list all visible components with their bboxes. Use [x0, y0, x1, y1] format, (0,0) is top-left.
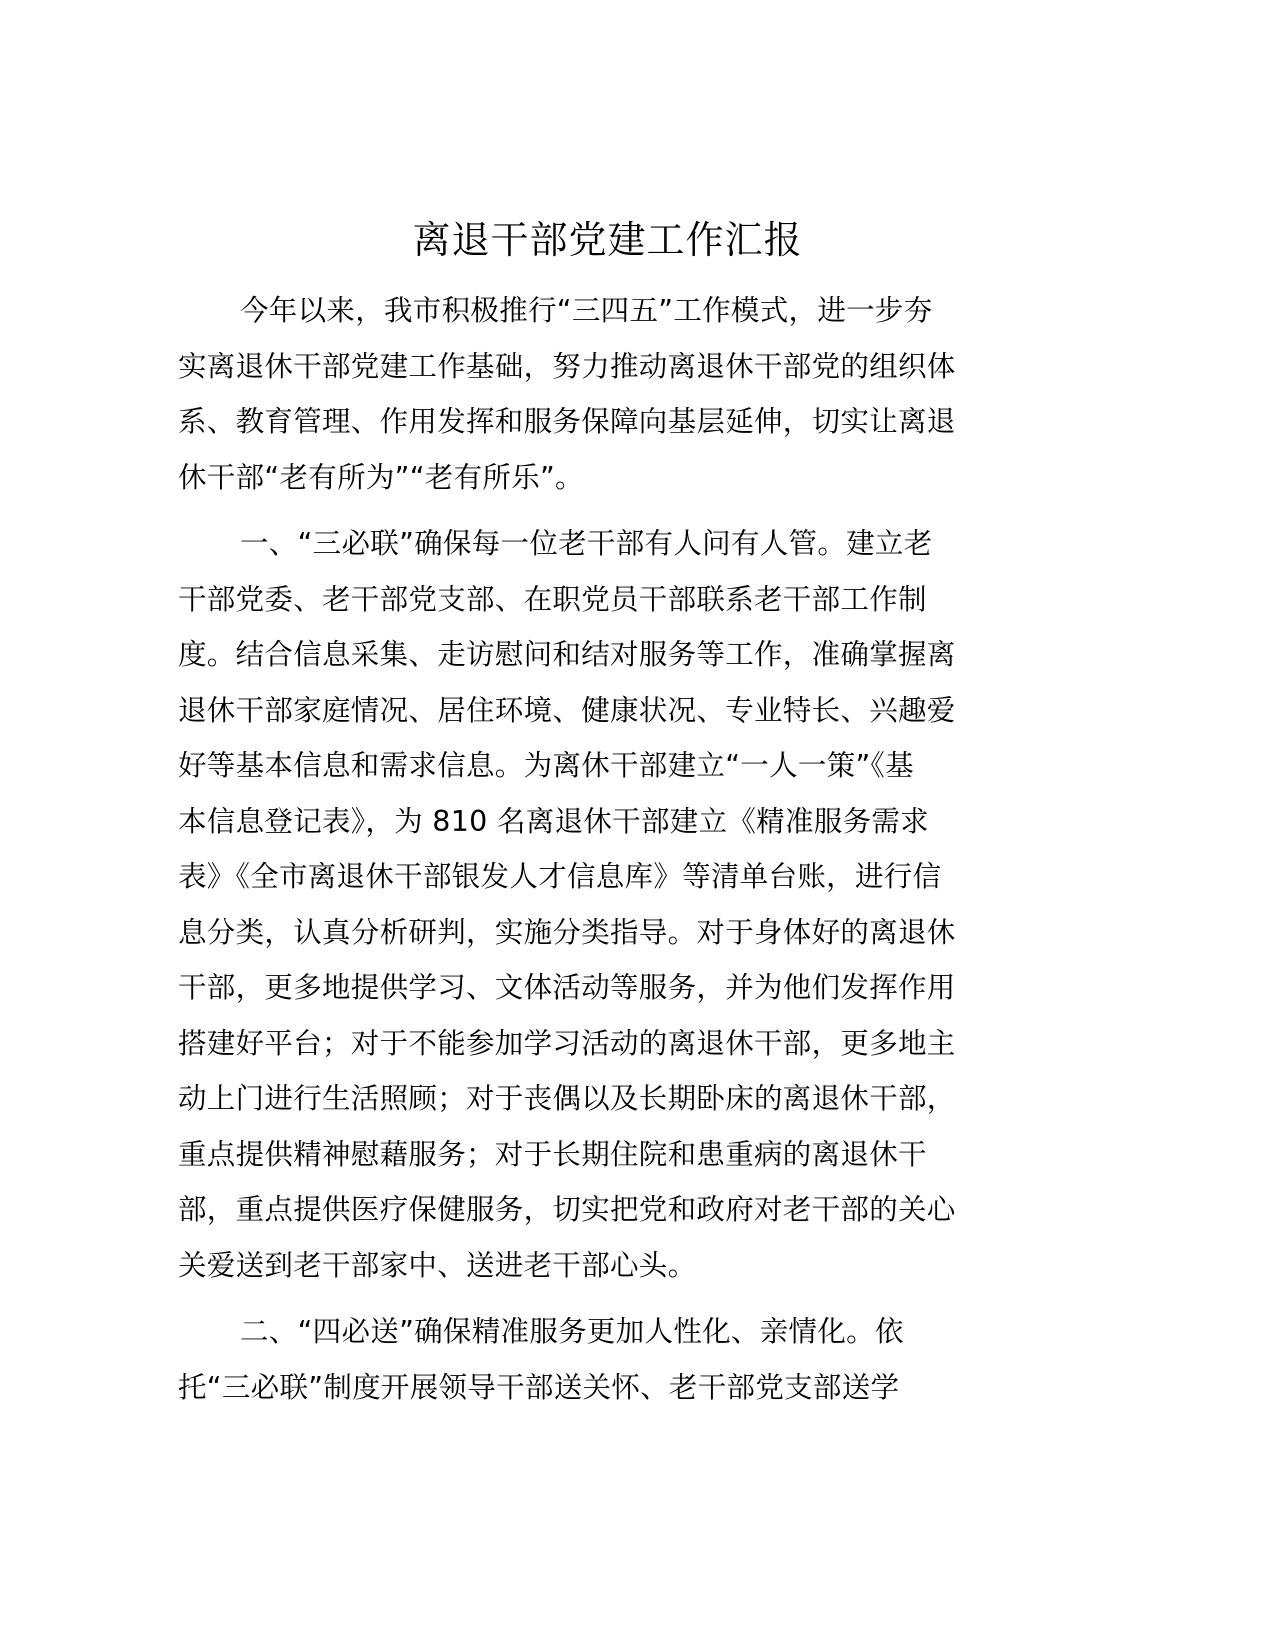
text-line: 表》《全市离退休干部银发人才信息库》等清单台账，进行信 [178, 860, 942, 893]
paragraph-section-two [178, 1304, 1048, 1415]
text-line: 部，重点提供医疗保健服务，切实把党和政府对老干部的关心 [178, 1193, 956, 1226]
text-line: 今年以来，我市积极推行“三四五”工作模式，进一步夯 [240, 294, 933, 327]
text-line: 好等基本信息和需求信息。为离休干部建立“一人一策”《基 [178, 749, 914, 782]
text-line: 本信息登记表》，为 810 名离退休干部建立《精准服务需求 [178, 804, 929, 838]
text-line: 干部党委、老干部党支部、在职党员干部联系老干部工作制 [178, 582, 927, 616]
text-line: 实离退休干部党建工作基础，努力推动离退休干部党的组织体 [178, 349, 956, 383]
text-line: 干部，更多地提供学习、文体活动等服务，并为他们发挥作用 [178, 971, 956, 1004]
text-line: 动上门进行生活照顾；对于丧偶以及长期卧床的离退休干部， [178, 1082, 956, 1115]
text-line: 休干部“老有所为”“老有所乐”。 [178, 460, 584, 494]
text-line: 二、“四必送”确保精准服务更加人性化、亲情化。依 [240, 1315, 904, 1348]
text-line: 托“三必联”制度开展领导干部送关怀、老干部党支部送学 [178, 1370, 900, 1404]
text-line: 息分类，认真分析研判，实施分类指导。对于身体好的离退休 [178, 915, 956, 949]
document-title: 离退干部党建工作汇报 [412, 218, 803, 262]
text-line: 系、教育管理、作用发挥和服务保障向基层延伸，切实让离退 [178, 405, 956, 438]
text-line: 关爱送到老干部家中、送进老干部心头。 [178, 1248, 697, 1282]
text-line: 退休干部家庭情况、居住环境、健康状况、专业特长、兴趣爱 [178, 693, 956, 727]
paragraph-intro [178, 283, 1048, 505]
text-line: 重点提供精神慰藉服务；对于长期住院和患重病的离退休干 [178, 1137, 927, 1171]
text-line: 度。结合信息采集、走访慰问和结对服务等工作，准确掌握离 [178, 638, 956, 671]
paragraph-section-one [178, 516, 1048, 1293]
text-line: 一、“三必联”确保每一位老干部有人问有人管。建立老 [240, 527, 933, 560]
text-line: 搭建好平台；对于不能参加学习活动的离退休干部，更多地主 [178, 1026, 956, 1060]
